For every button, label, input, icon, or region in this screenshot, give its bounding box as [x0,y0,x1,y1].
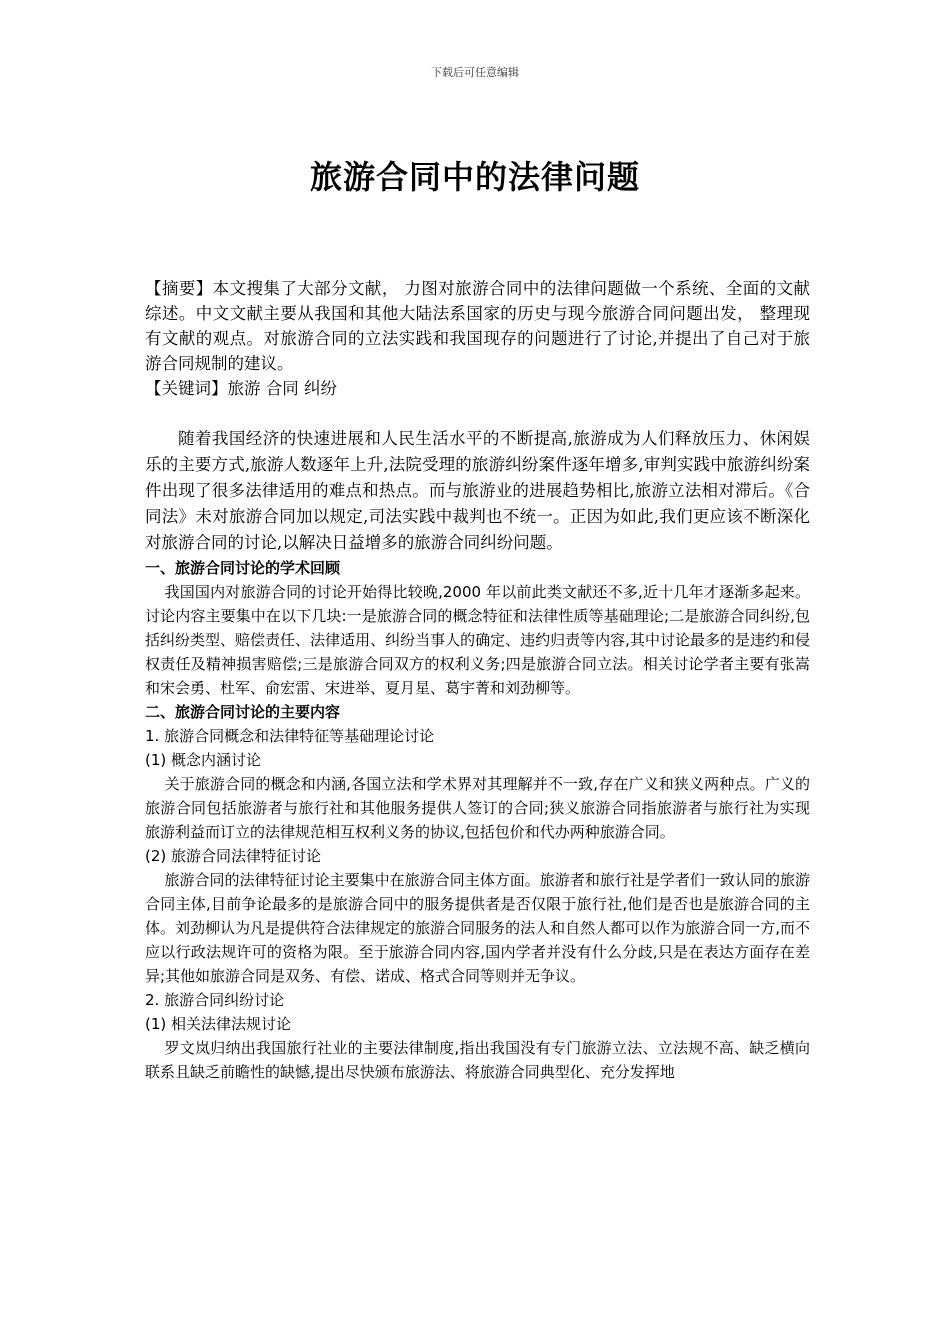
subsection-heading-2-1: 1. 旅游合同概念和法律特征等基础理论讨论 [145,727,435,745]
paragraph-2-2-1: 罗文岚归纳出我国旅行社业的主要法律制度,指出我国没有专门旅游立法、立法规不高、缺乏横向联系且缺乏前瞻性的缺憾,提出尽快颁布旅游法、将旅游合同典型化、充分发挥地 [145,1039,810,1081]
header-note: 下载后可任意编辑 [431,66,519,79]
document-title: 旅游合同中的法律问题 [309,158,640,196]
subsection-heading-2-1-1: (1) 概念内涵讨论 [145,751,262,769]
paragraph-2-1-1: 关于旅游合同的概念和内涵,各国立法和学术界对其理解并不一致,存在广义和狭义两种点。广义的旅游合同包括旅游者与旅行社和其他服务提供人签订的合同;狭义旅游合同指旅游者与旅行社为实现旅游利益而订立的法律规范相互权利义务的协议,包括包价和代办两种旅游合同。 [145,775,810,841]
section-1-paragraph: 我国国内对旅游合同的讨论开始得比较晚,2000 年以前此类文献还不多,近十几年才逐渐多起来。讨论内容主要集中在以下几块:一是旅游合同的概念特征和法律性质等基础理论;二是旅游合同纠纷,包括纠纷类型、赔偿责任、法律适用、纠纷当事人的确定、违约归责等内容,其中讨论最多的是违约和侵权责任及精神损害赔偿;三是旅游合同双方的权利义务;四是旅游合同立法。相关讨论学者主要有张嵩和宋会勇、杜军、俞宏雷、宋进举、夏月星、葛宇菁和刘劲柳等。 [145,583,810,697]
paragraph-2-1-2: 旅游合同的法律特征讨论主要集中在旅游合同主体方面。旅游者和旅行社是学者们一致认同的旅游合同主体,目前争论最多的是旅游合同中的服务提供者是否仅限于旅行社,他们是否也是旅游合同的主体。刘劲柳认为凡是提供符合法律规定的旅游合同服务的法人和自然人都可以作为旅游合同一方,而不应以行政法规许可的资格为限。至于旅游合同内容,国内学者并没有什么分歧,只是在表达方面存在差异;其他如旅游合同是双务、有偿、诺成、格式合同等则并无争议。 [145,871,810,985]
subsection-heading-2-2: 2. 旅游合同纠纷讨论 [145,991,285,1009]
document-body [145,426,810,1084]
subsection-heading-2-1-2: (2) 旅游合同法律特征讨论 [145,847,322,865]
subsection-heading-2-2-1: (1) 相关法律法规讨论 [145,1015,292,1033]
section-heading-1: 一、旅游合同讨论的学术回顾 [145,559,341,577]
section-heading-2: 二、旅游合同讨论的主要内容 [145,703,341,721]
keywords-line: 【关键词】旅游 合同 纠纷 [145,379,337,398]
intro-paragraph: 随着我国经济的快速进展和人民生活水平的不断提高,旅游成为人们释放压力、休闲娱乐的主要方式,旅游人数逐年上升,法院受理的旅游纠纷案件逐年增多,审判实践中旅游纠纷案件出现了很多法律适用的难点和热点。而与旅游业的进展趋势相比,旅游立法相对滞后。《合同法》未对旅游合同加以规定,司法实践中裁判也不统一。正因为如此,我们更应该不断深化对旅游合同的讨论,以解决日益增多的旅游合同纠纷问题。 [145,429,810,552]
abstract-block [145,276,810,401]
abstract-text: 【摘要】本文搜集了大部分文献， 力图对旅游合同中的法律问题做一个系统、全面的文献综述。中文文献主要从我国和其他大陆法系国家的历史与现今旅游合同问题出发， 整理现有文献的观点。对旅游合同的立法实践和我国现存的问题进行了讨论,并提出了自己对于旅游合同规制的建议。 [145,279,810,373]
